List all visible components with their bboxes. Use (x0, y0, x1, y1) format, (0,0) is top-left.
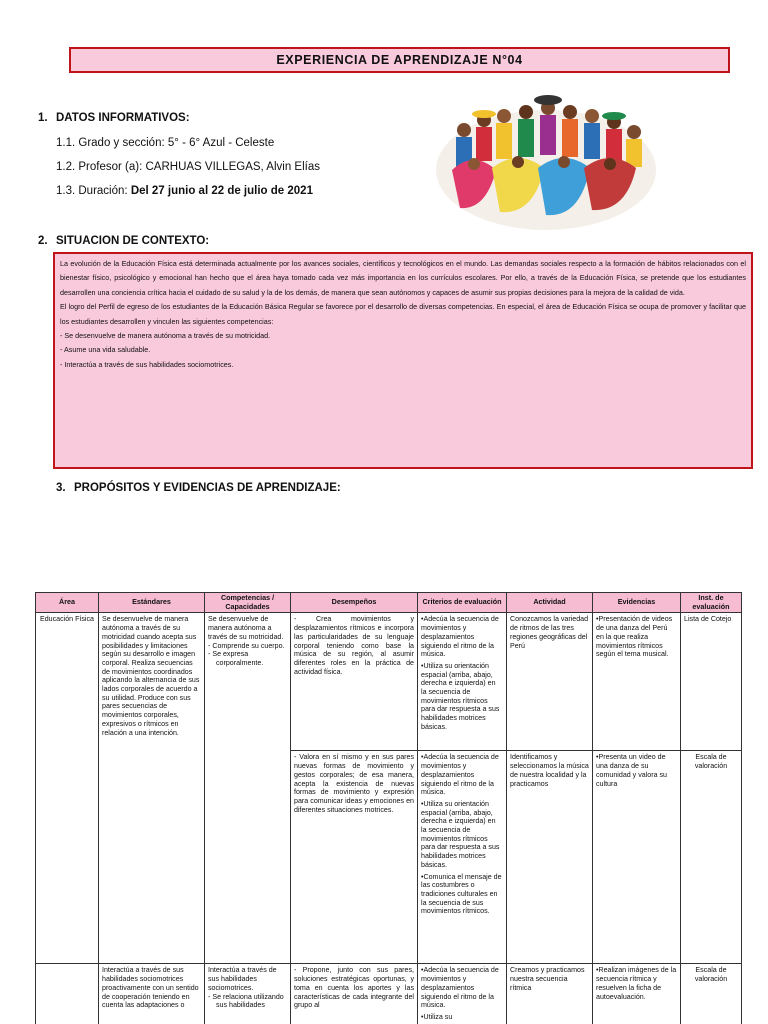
evidence-table (35, 592, 742, 1024)
capacidad-item: - Se relaciona utilizando sus habilidades (208, 992, 284, 1010)
info-duracion: 1.3. Duración: Del 27 junio al 22 de julio de 2021 (56, 185, 313, 197)
cell-instrumento: Escala de valoración (681, 751, 742, 964)
cell-criterios: •Adecúa la secuencia de movimientos y desplazamientos siguiendo el ritmo de la música. •Utiliza su (418, 964, 507, 1024)
section-2-heading: 2. SITUACION DE CONTEXTO: (38, 235, 210, 247)
section-3-heading: 3. PROPÓSITOS Y EVIDENCIAS DE APRENDIZAJE: (56, 482, 341, 494)
context-bullet: - Interactúa a través de sus habilidades sociomotrices. (60, 359, 234, 369)
table-header-row (36, 593, 742, 613)
context-bullet: - Se desenvuelve de manera autónoma a través de su motricidad. (60, 331, 271, 341)
header-area: Área (36, 593, 99, 613)
cell-estandar: Se desenvuelve de manera autónoma a través de su motricidad cuando acepta sus posibilidades y limitaciones según su desarrollo e imagen corporal. Realiza secuencias de movimientos coordinados aplicando la alternancia de sus lados corporales de acuerdo a su utilidad. Produce con sus pares secuencias de movimientos corporales, expresivos o rítmicos en relación a una intención. (99, 613, 205, 964)
context-bullet: - Asume una vida saludable. (60, 345, 151, 355)
cell-estandar: Interactúa a través de sus habilidades sociomotrices proactivamente con un sentido de cooperación teniendo en cuenta las adaptaciones o (99, 964, 205, 1024)
table-row (36, 613, 742, 751)
traditional-dancers-photo (434, 90, 658, 232)
header-evidencias: Evidencias (593, 593, 681, 613)
info-profesor: 1.2. Profesor (a): CARHUAS VILLEGAS, Alvin Elías (56, 161, 320, 173)
info-grado: 1.1. Grado y sección: 5° - 6° Azul - Celeste (56, 137, 275, 149)
header-desempenos: Desempeños (291, 593, 418, 613)
cell-actividad: Creamos y practicamos nuestra secuencia rítmica (507, 964, 593, 1024)
cell-evidencia: •Presentación de videos de una danza del Perú en la que realiza movimientos rítmicos según el tema musical. (593, 613, 681, 751)
cell-instrumento: Lista de Cotejo (681, 613, 742, 751)
capacidad-item: - Comprende su cuerpo. (208, 641, 285, 650)
cell-instrumento: Escala de valoración (681, 964, 742, 1024)
table-row (36, 964, 742, 1024)
cell-desempeno: - Propone, junto con sus pares, soluciones estratégicas oportunas, y toma en cuenta los aportes y las características de cada integrante del grupo al (291, 964, 418, 1024)
capacidad-item: - Se expresa corporalmente. (208, 650, 264, 667)
context-paragraph-1: La evolución de la Educación Física está determinada actualmente por los avances sociales, científicos y tecnológicos en el mundo. Las demandas sociales respecto a la formación de hábitos relacionados con el bienestar físico, psicológico y emocional han hecho que el área haya tomado cada vez más importancia en los currículos escolares. Por ello, a través de la Educación Física, se pretende que los estudiantes desarrollen una conciencia crítica hacia el cuidado de su salud y la de los demás, de manera que sean autónomos y capaces de asumir sus propias decisiones para la mejora de la calidad de vida. (60, 259, 746, 297)
cell-area: Educación Física (36, 613, 99, 964)
header-criterios: Criterios de evaluación (418, 593, 507, 613)
cell-criterios: •Adecúa la secuencia de movimientos y desplazamientos siguiendo el ritmo de la música. •Utiliza su orientación espacial (arriba, abajo, derecha e izquierda) en la secuencia de movimientos rítmicos para dar respuesta a sus habilidades motrices básicas. •Comunica el mensaje de las costumbres o tradiciones culturales en la secuencia de sus movimientos rítmicos. (418, 751, 507, 964)
cell-desempeno: - Valora en sí mismo y en sus pares nuevas formas de movimiento y gestos corporales; de esa manera, acepta la existencia de nuevas formas de movimiento y expresión para comunicar ideas y emociones en diferentes situaciones motrices. (291, 751, 418, 964)
cell-actividad: Identificamos y seleccionamos la música de nuestra localidad y la practicamos (507, 751, 593, 964)
header-actividad: Actividad (507, 593, 593, 613)
cell-desempeno: - Crea movimientos y desplazamientos rítmicos e incorpora las particularidades de su lenguaje corporal teniendo como base la música de su región, al asumir diferentes roles en la práctica de actividad física. (291, 613, 418, 751)
context-box (53, 252, 753, 469)
cell-actividad: Conozcamos la variedad de ritmos de las tres regiones geográficas del Perú (507, 613, 593, 751)
cell-area-empty (36, 964, 99, 1024)
cell-competencia: Se desenvuelve de manera autónoma a través de su motricidad. - Comprende su cuerpo. - Se expresa corporalmente. (205, 613, 291, 964)
cell-evidencia: •Realizan imágenes de la secuencia rítmica y resuelven la ficha de autoevaluación. (593, 964, 681, 1024)
cell-competencia: Interactúa a través de sus habilidades sociomotrices. - Se relaciona utilizando sus habilidades (205, 964, 291, 1024)
cell-criterios: •Adecúa la secuencia de movimientos y desplazamientos siguiendo el ritmo de la música. •Utiliza su orientación espacial (arriba, abajo, derecha e izquierda) en la secuencia de movimientos rítmicos para dar respuesta a sus habilidades motrices básicas. (418, 613, 507, 751)
context-paragraph-2: El logro del Perfil de egreso de los estudiantes de la Educación Básica Regular se favorece por el desarrollo de diversas competencias. En especial, el área de Educación Física se ocupa de promover y facilitar que los estudiantes desarrollen y vinculen las siguientes competencias: (60, 302, 746, 326)
header-estandares: Estándares (99, 593, 205, 613)
header-instrumento: Inst. de evaluación (681, 593, 742, 613)
cell-evidencia: •Presenta un video de una danza de su comunidad y valora su cultura (593, 751, 681, 964)
section-1-heading: 1. DATOS INFORMATIVOS: (38, 112, 190, 124)
header-competencias: Competencias / Capacidades (205, 593, 291, 613)
document-title: EXPERIENCIA DE APRENDIZAJE N°04 (69, 47, 730, 73)
